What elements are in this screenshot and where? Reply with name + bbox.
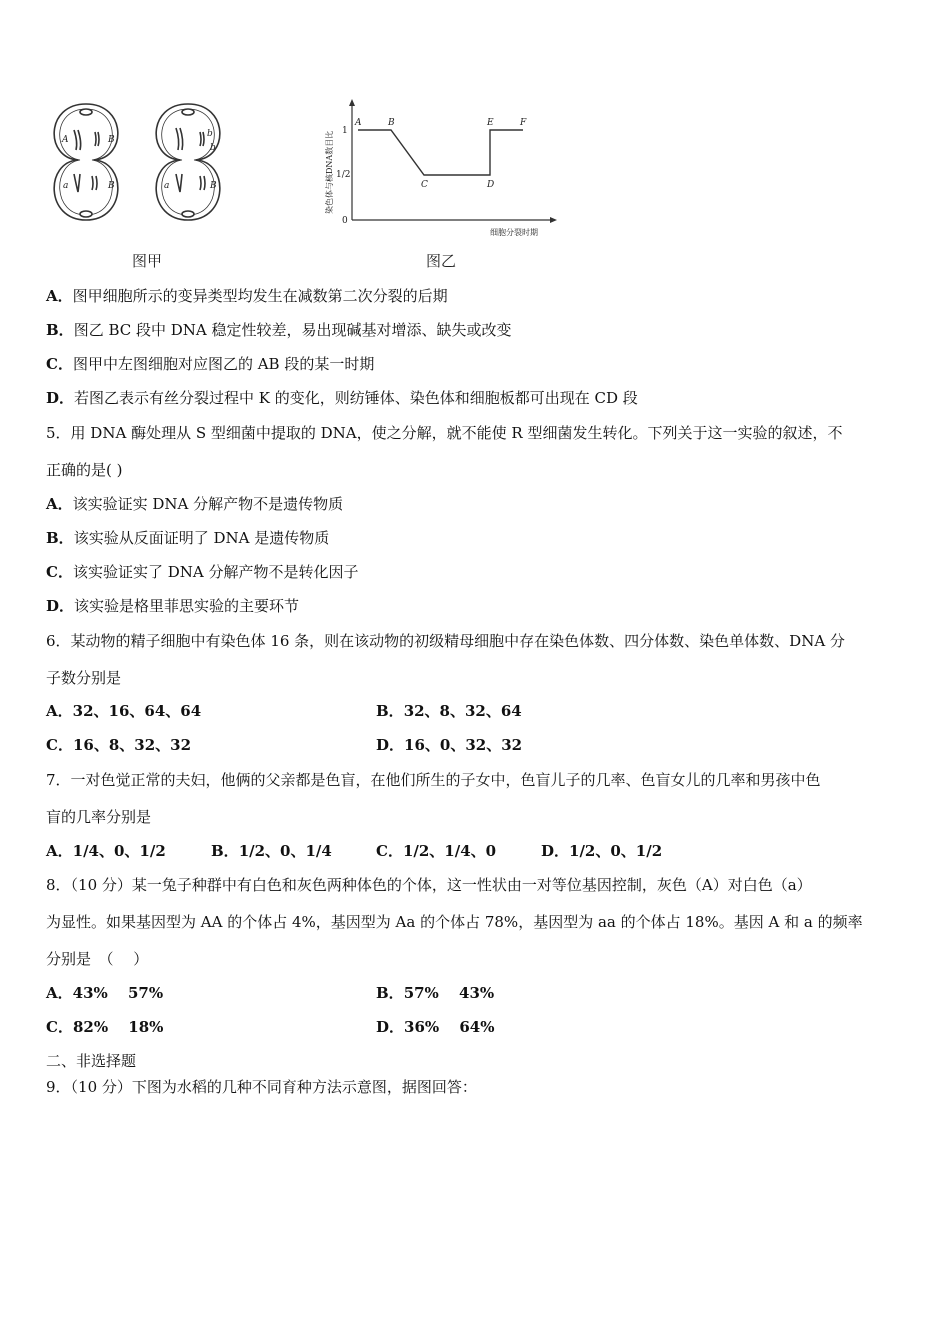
figure-a-label: a <box>164 181 170 191</box>
figure-a-label: B <box>108 135 115 145</box>
q5-option-a: A．该实验证实 DNA 分解产物不是遗传物质 <box>46 495 344 513</box>
q4-option-d: D．若图乙表示有丝分裂过程中 K 的变化，则纺锤体、染色体和细胞板都可出现在 CD 段 <box>46 389 638 407</box>
q8-option-c: C．82% 18% <box>46 1018 164 1036</box>
figure-a-label: B <box>210 181 217 191</box>
q9-stem: 9．（10 分）下图为水稻的几种不同育种方法示意图，据图回答： <box>46 1078 477 1096</box>
q5-option-d: D．该实验是格里菲思实验的主要环节 <box>46 597 300 615</box>
q7-option-b: B．1/2、0、1/4 <box>211 842 332 860</box>
q8-stem-line3: 分别是 （ ） <box>46 950 149 968</box>
point-label-E: E <box>487 118 494 128</box>
figure-b-chart <box>324 99 557 237</box>
figure-b-caption: 图乙 <box>426 252 457 270</box>
q8-stem-line1: 8．（10 分）某一兔子种群中有白色和灰色两种体色的个体，这一性状由一对等位基因控制，灰色（A）对白色（a） <box>46 876 812 894</box>
x-axis-arrow <box>550 217 557 223</box>
figure-a-label: b <box>207 129 213 139</box>
q7-option-c: C．1/2、1/4、0 <box>376 842 497 860</box>
q6-option-b: B．32、8、32、64 <box>376 702 522 720</box>
q7-stem-line2: 盲的几率分别是 <box>46 808 152 826</box>
point-label-F: F <box>520 118 527 128</box>
q6-option-d: D．16、0、32、32 <box>376 736 523 754</box>
y-tick-label: 1/2 <box>336 170 351 180</box>
y-axis-arrow <box>349 99 355 106</box>
q8-option-a: A．43% 57% <box>46 984 164 1002</box>
q7-option-d: D．1/2、0、1/2 <box>541 842 663 860</box>
y-axis-label: 染色体与核DNA数目比 <box>325 130 334 214</box>
figure-a-left-cell <box>54 104 118 220</box>
q7-stem-line1: 7．一对色觉正常的夫妇，他俩的父亲都是色盲，在他们所生的子女中，色盲儿子的几率、色盲女儿的几率和男孩中色 <box>46 771 821 789</box>
y-tick-label: 1 <box>342 126 348 136</box>
q6-stem-line2: 子数分别是 <box>46 669 122 687</box>
q8-option-b: B．57% 43% <box>376 984 495 1002</box>
q4-option-a: A．图甲细胞所示的变异类型均发生在减数第二次分裂的后期 <box>46 287 448 305</box>
figure-a-label: B <box>108 181 115 191</box>
q5-stem-line2: 正确的是( ) <box>46 461 123 479</box>
point-label-B: B <box>388 118 395 128</box>
q8-option-d: D．36% 64% <box>376 1018 495 1036</box>
q7-option-a: A．1/4、0、1/2 <box>46 842 166 860</box>
point-label-D: D <box>487 180 495 190</box>
figure-a-label: A <box>62 135 69 145</box>
figure-a-caption: 图甲 <box>132 252 163 270</box>
q8-stem-line2: 为显性。如果基因型为 AA 的个体占 4%，基因型为 Aa 的个体占 78%，基因型为 aa 的个体占 18%。基因 A 和 a 的频率 <box>46 913 863 931</box>
point-label-C: C <box>421 180 428 190</box>
y-tick-label: 0 <box>342 216 348 226</box>
q5-option-b: B．该实验从反面证明了 DNA 是遗传物质 <box>46 529 330 547</box>
q6-option-c: C．16、8、32、32 <box>46 736 192 754</box>
figure-a-right-cell <box>156 104 220 220</box>
q4-option-b: B．图乙 BC 段中 DNA 稳定性较差，易出现碱基对增添、缺失或改变 <box>46 321 512 339</box>
data-line <box>358 130 523 175</box>
point-label-A: A <box>355 118 362 128</box>
q5-option-c: C．该实验证实了 DNA 分解产物不是转化因子 <box>46 563 359 581</box>
q4-option-c: C．图甲中左图细胞对应图乙的 AB 段的某一时期 <box>46 355 375 373</box>
section-title: 二、非选择题 <box>46 1052 137 1070</box>
x-axis-label: 细胞分裂时期 <box>490 228 538 237</box>
q6-stem-line1: 6．某动物的精子细胞中有染色体 16 条，则在该动物的初级精母细胞中存在染色体数、四分体数、染色单体数、DNA 分 <box>46 632 845 650</box>
figure-a-label: a <box>63 181 69 191</box>
q6-option-a: A．32、16、64、64 <box>46 702 202 720</box>
figure-a-diagram <box>40 92 600 277</box>
q5-stem-line1: 5．用 DNA 酶处理从 S 型细菌中提取的 DNA，使之分解，就不能使 R 型细菌发生转化。下列关于这一实验的叙述，不 <box>46 424 843 442</box>
figure-a-label: b <box>210 143 216 153</box>
figure-area <box>40 92 600 277</box>
